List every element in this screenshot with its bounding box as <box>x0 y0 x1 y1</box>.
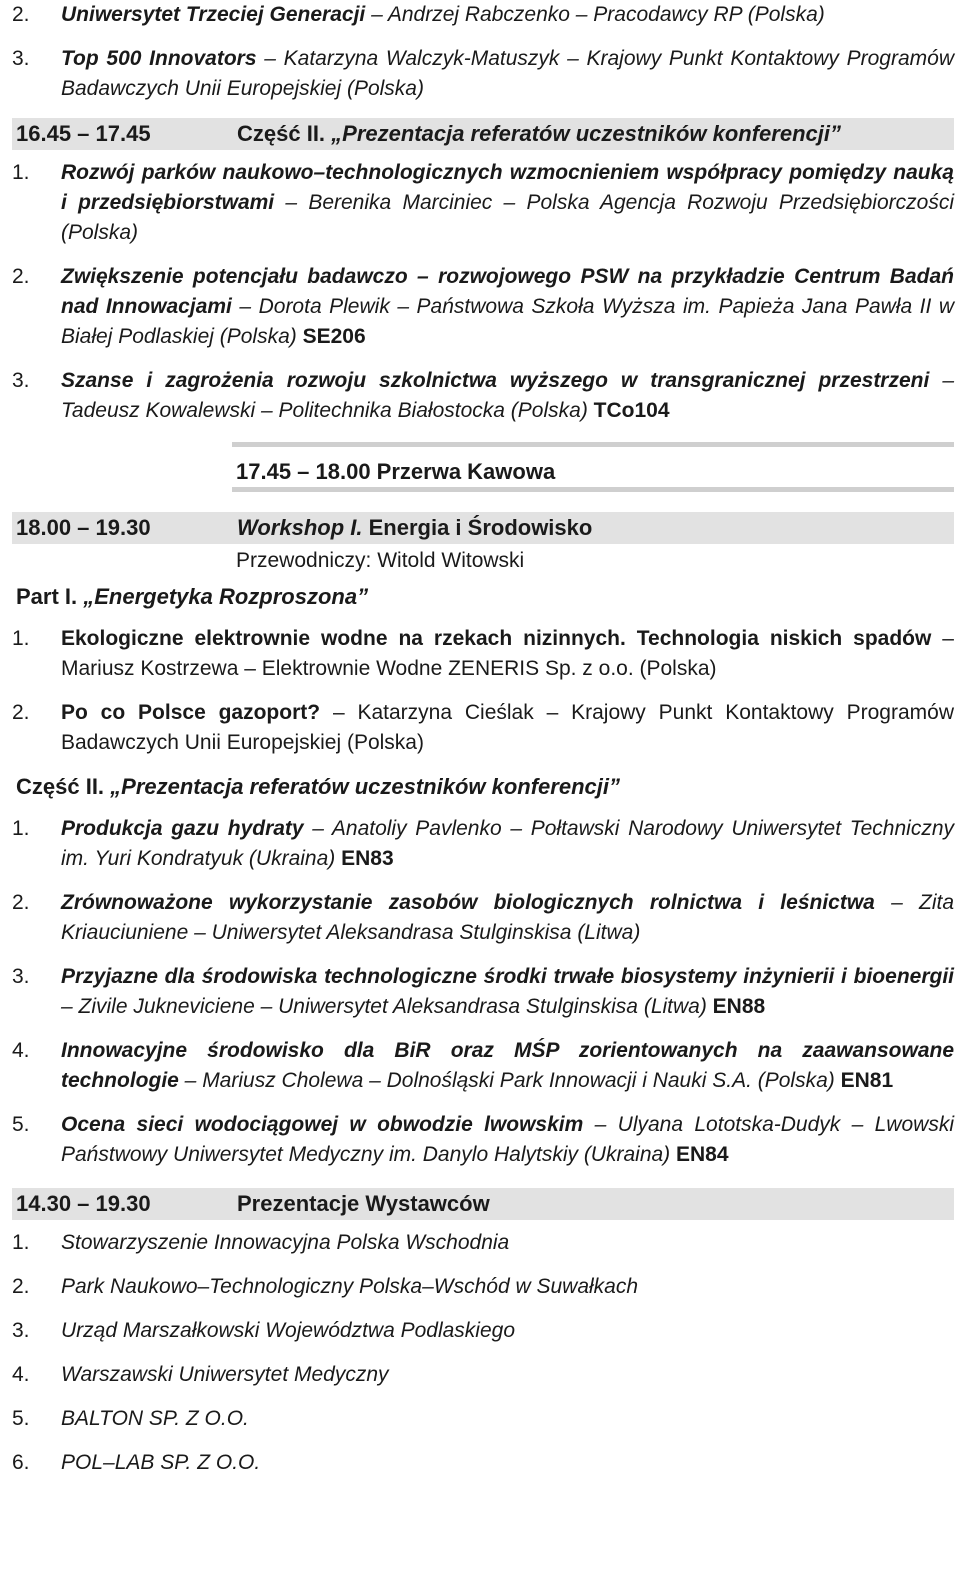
talk-title: Ocena sieci wodociągowej w obwodzie lwowskim <box>61 1113 584 1136</box>
list-item <box>12 1448 954 1478</box>
exhibitor-name: BALTON SP. Z O.O. <box>61 1407 249 1430</box>
item-number: 3. <box>12 369 30 392</box>
workshop-title: Energia i Środowisko <box>362 515 593 540</box>
talk-author: – Zita Kriauciuniene – Uniwersytet Aleksandrasa Stulginskisa (Litwa) <box>61 891 955 944</box>
session-title: „Prezentacja referatów uczestników konferencji” <box>331 121 841 146</box>
talk-author: – Mariusz Cholewa – Dolnośląski Park Innowacji i Nauki S.A. (Polska) <box>178 1069 841 1092</box>
workshop-header <box>12 512 954 544</box>
exhibitions-list <box>12 1228 954 1478</box>
talk-title: Zwiększenie potencjału badawczo – rozwojowego PSW na przykładzie Centrum Badań nad Innowacjami <box>61 265 954 318</box>
talk-author: – Zivile Jukneviciene – Uniwersytet Aleksandrasa Stulginskisa (Litwa) <box>61 995 713 1018</box>
item-number: 2. <box>12 1275 30 1298</box>
talk-author: – Katarzyna Walczyk-Matuszyk – Krajowy Punkt Kontaktowy Programów Badawczych Unii Europejskiej (Polska) <box>61 47 954 100</box>
talk-title: Szanse i zagrożenia rozwoju szkolnictwa wyższego w transgranicznej przestrzeni <box>61 369 930 392</box>
talk-title: Innowacyjne środowisko dla BiR oraz MŚP zorientowanych na zaawansowane technologie <box>61 1039 954 1092</box>
block1-list <box>12 0 954 104</box>
exhibitions-title: Prezentacje Wystawców <box>237 1191 490 1216</box>
part1-heading: Part I. „Energetyka Rozproszona” <box>16 584 369 609</box>
list-item <box>12 44 954 104</box>
workshop-chair: Przewodniczy: Witold Witowski <box>236 549 525 572</box>
talk-author: – Mariusz Kostrzewa – Elektrownie Wodne ZENERIS Sp. z o.o. (Polska) <box>61 627 954 680</box>
list-item <box>12 1316 954 1346</box>
talk-title: Produkcja gazu hydraty <box>61 817 304 840</box>
talk-author: – Andrzej Rabczenko – Pracodawcy RP (Polska) <box>365 3 825 26</box>
talk-title: Po co Polsce gazoport? <box>61 701 321 724</box>
exhibitor-name: POL–LAB SP. Z O.O. <box>61 1451 261 1474</box>
part2-list <box>12 814 954 1170</box>
talk-author: – Katarzyna Cieślak – Krajowy Punkt Kontaktowy Programów Badawczych Unii Europejskiej (Polska) <box>61 701 954 754</box>
item-number: 5. <box>12 1407 30 1430</box>
list-item <box>12 366 954 426</box>
exhibitor-name: Stowarzyszenie Innowacyjna Polska Wschodnia <box>61 1231 510 1254</box>
item-number: 3. <box>12 47 30 70</box>
part2-heading: Część II. „Prezentacja referatów uczestników konferencji” <box>16 774 620 799</box>
list-item <box>12 262 954 352</box>
list-item <box>12 698 954 758</box>
workshop-label: Workshop I. <box>237 515 363 540</box>
item-number: 1. <box>12 161 30 184</box>
session-title-prefix: Część II. <box>237 121 332 146</box>
talk-author: – Dorota Plewik – Państwowa Szkoła Wyższa im. Papieża Jana Pawła II w Białej Podlaskiej (Polska) <box>61 295 955 348</box>
item-number: 5. <box>12 1113 30 1136</box>
item-number: 2. <box>12 3 30 26</box>
item-number: 6. <box>12 1451 30 1474</box>
paper-code: SE206 <box>302 325 366 348</box>
exhibitor-name: Urząd Marszałkowski Województwa Podlaskiego <box>61 1319 516 1342</box>
exhibitor-name: Park Naukowo–Technologiczny Polska–Wschód w Suwałkach <box>61 1275 639 1298</box>
talk-title: Rozwój parków naukowo–technologicznych wzmocnieniem współpracy pomiędzy nauką i przedsiębiorstwami <box>61 161 954 214</box>
paper-code: EN84 <box>676 1143 729 1166</box>
exhibitor-name: Warszawski Uniwersytet Medyczny <box>61 1363 389 1386</box>
workshop-time: 18.00 – 19.30 <box>16 515 151 540</box>
item-number: 4. <box>12 1039 30 1062</box>
item-number: 2. <box>12 265 30 288</box>
part1-list <box>12 624 954 758</box>
list-item <box>12 624 954 684</box>
item-number: 2. <box>12 891 30 914</box>
list-item <box>12 962 954 1022</box>
list-item <box>12 814 954 874</box>
list-item <box>12 1404 954 1434</box>
item-number: 4. <box>12 1363 30 1386</box>
exhibitions-time: 14.30 – 19.30 <box>16 1191 151 1216</box>
item-number: 2. <box>12 701 30 724</box>
list-item <box>12 0 954 30</box>
session-header <box>12 118 954 150</box>
item-number: 1. <box>12 1231 30 1254</box>
list-item <box>12 158 954 248</box>
list-item <box>12 1272 954 1302</box>
talk-title: Uniwersytet Trzeciej Generacji <box>61 3 366 26</box>
talk-author: – Berenika Marciniec – Polska Agencja Rozwoju Przedsiębiorczości (Polska) <box>61 191 954 244</box>
session-time: 16.45 – 17.45 <box>16 121 151 146</box>
talk-title: Ekologiczne elektrownie wodne na rzekach nizinnych. Technologia niskich spadów <box>61 627 932 650</box>
coffee-break: 17.45 – 18.00 Przerwa Kawowa <box>232 442 954 492</box>
paper-code: EN83 <box>341 847 394 870</box>
talk-author: – Anatoliy Pavlenko – Połtawski Narodowy Uniwersytet Techniczny im. Yuri Kondratyuk (Ukraina) <box>61 817 954 870</box>
talk-title: Zrównoważone wykorzystanie zasobów biologicznych rolnictwa i leśnictwa <box>61 891 875 914</box>
paper-code: TCo104 <box>593 399 670 422</box>
paper-code: EN88 <box>712 995 766 1018</box>
item-number: 3. <box>12 965 30 988</box>
list-item <box>12 1110 954 1170</box>
talk-title: Top 500 Innovators <box>61 47 257 70</box>
paper-code: EN81 <box>840 1069 894 1092</box>
list-item <box>12 888 954 948</box>
talk-title: Przyjazne dla środowiska technologiczne środki trwałe biosystemy inżynierii i bioenergii <box>61 965 954 988</box>
agenda-page <box>12 0 954 1492</box>
item-number: 1. <box>12 817 30 840</box>
exhibitions-header <box>12 1188 954 1220</box>
talk-author: – Ulyana Lototska-Dudyk – Lwowski Państwowy Uniwersytet Medyczny im. Danylo Halytskiy (Ukraina) <box>61 1113 954 1166</box>
session1-list <box>12 158 954 426</box>
item-number: 3. <box>12 1319 30 1342</box>
list-item <box>12 1036 954 1096</box>
list-item <box>12 1228 954 1258</box>
talk-author: –Tadeusz Kowalewski – Politechnika Białostocka (Polska) <box>61 369 955 422</box>
list-item <box>12 1360 954 1390</box>
item-number: 1. <box>12 627 30 650</box>
